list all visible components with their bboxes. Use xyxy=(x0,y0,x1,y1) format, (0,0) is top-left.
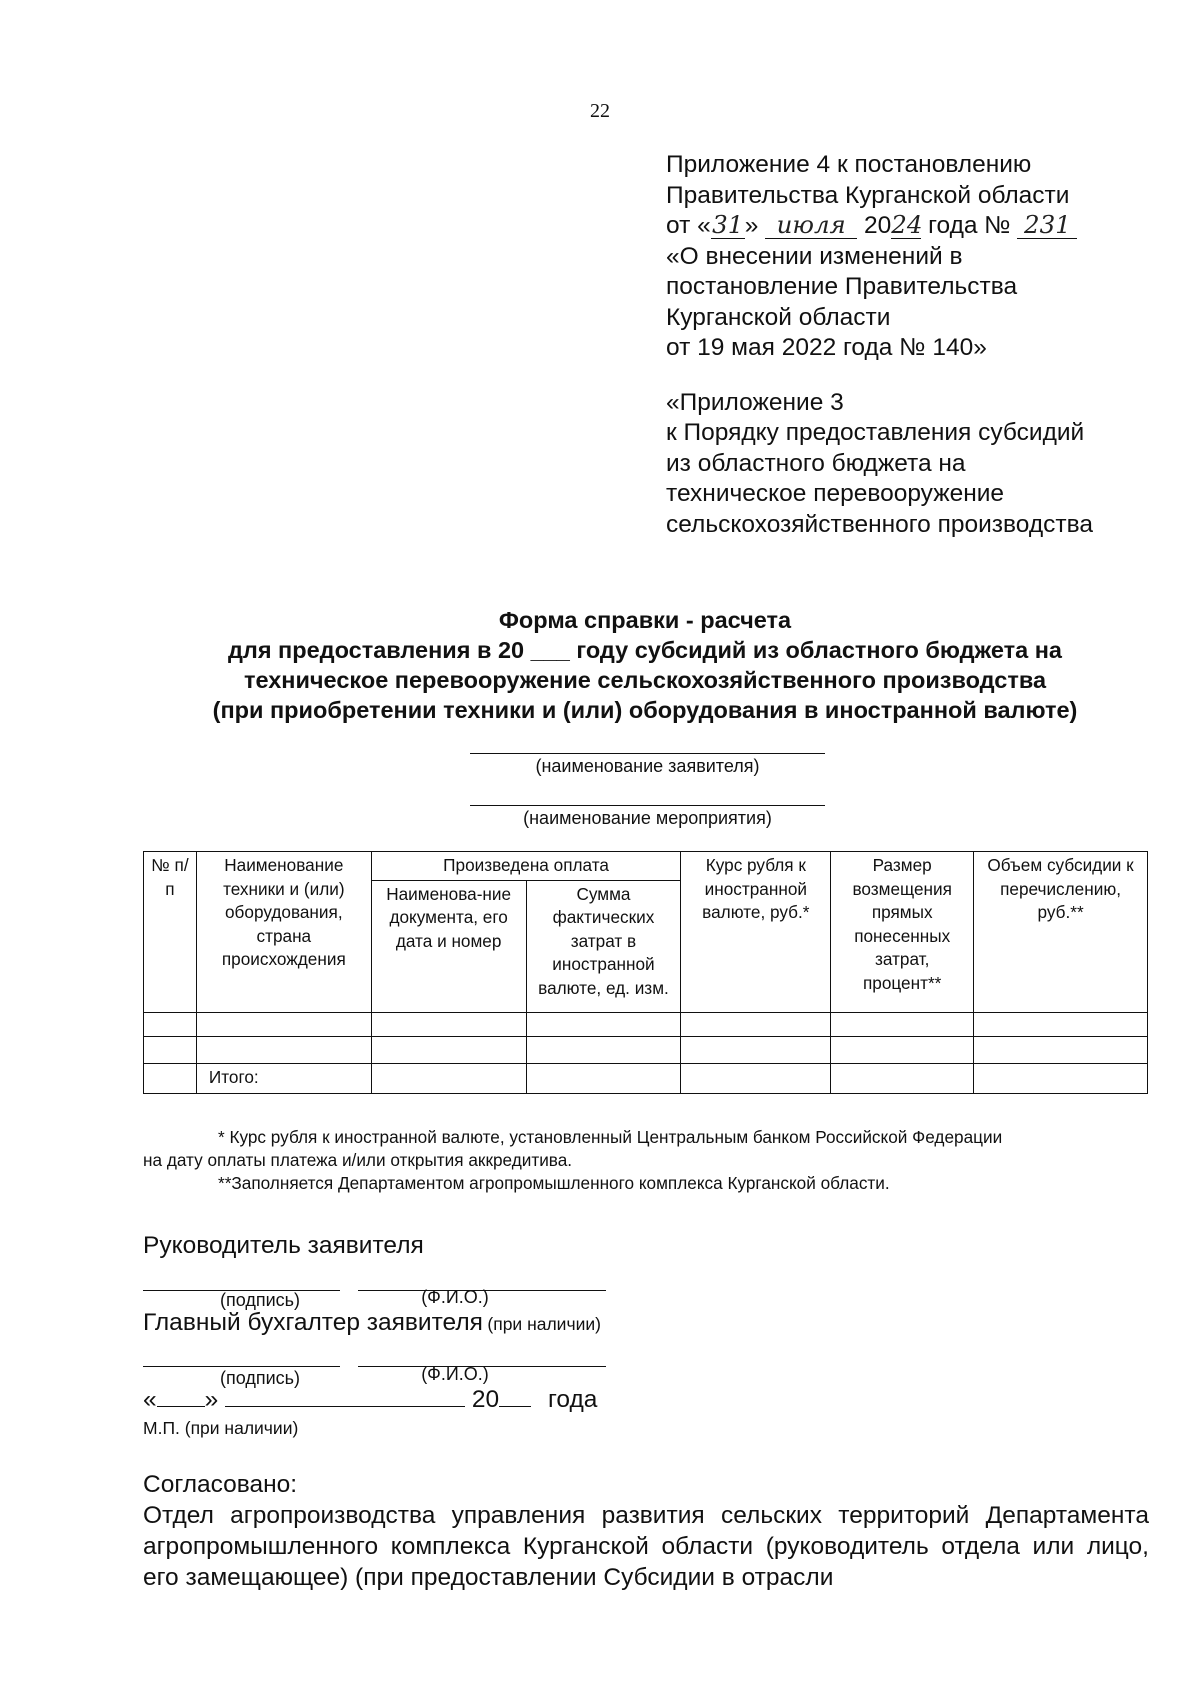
table-cell[interactable] xyxy=(831,1036,974,1063)
table-cell[interactable] xyxy=(526,1063,681,1093)
applicant-name-line[interactable] xyxy=(470,753,825,754)
agreed-label: Согласовано: xyxy=(143,1471,298,1498)
number-prefix: года № xyxy=(928,212,1011,239)
appendix-line: «О внесении изменений в xyxy=(666,242,963,270)
form-title xyxy=(120,605,1170,725)
date-year-prefix: 20 xyxy=(471,1386,500,1413)
date-quote-close: » xyxy=(744,212,759,239)
table-cell[interactable] xyxy=(371,1036,526,1063)
month-blank[interactable] xyxy=(225,1384,465,1407)
appendix-line: из областного бюджета на xyxy=(666,449,966,477)
footnotes xyxy=(143,1126,1153,1195)
total-label: Итого: xyxy=(196,1063,371,1093)
footnote-1: * Курс рубля к иностранной валюте, установленный Центральным банком Российской Федерации xyxy=(218,1127,1003,1147)
table-cell[interactable] xyxy=(974,1036,1148,1063)
table-cell[interactable] xyxy=(371,1063,526,1093)
handwritten-number: 231 xyxy=(1017,212,1077,239)
appendix-line: к Порядку предоставления субсидий xyxy=(666,419,1085,446)
header-volume: Объем субсидии к перечислению, руб.** xyxy=(974,852,1148,1013)
appendix-line: постановление Правительства xyxy=(666,273,1018,300)
appendix-line: Курганской области xyxy=(666,303,891,331)
appendix-date-line xyxy=(666,211,1166,242)
table-cell[interactable] xyxy=(526,1012,681,1036)
date-close-quote: » xyxy=(204,1386,219,1413)
table-cell[interactable] xyxy=(831,1012,974,1036)
date-open-quote: « xyxy=(143,1386,157,1413)
appendix-header xyxy=(666,150,1166,540)
table-cell[interactable] xyxy=(196,1036,371,1063)
accountant-title: Главный бухгалтер заявителя xyxy=(143,1309,483,1336)
year-blank[interactable] xyxy=(499,1384,531,1407)
appendix-line: от 19 мая 2022 года № 140» xyxy=(666,334,987,361)
handwritten-month: июля xyxy=(765,212,857,239)
table-cell[interactable] xyxy=(144,1012,197,1036)
title-line: Форма справки - расчета xyxy=(498,607,792,633)
header-doc: Наименова-ние документа, его дата и номер xyxy=(371,880,526,1012)
table-cell[interactable] xyxy=(831,1063,974,1093)
table-cell[interactable] xyxy=(681,1012,831,1036)
page-number: 22 xyxy=(590,100,610,122)
table-row xyxy=(144,1036,1148,1063)
handwritten-day: 31 xyxy=(712,210,744,239)
accountant-title-line xyxy=(143,1309,601,1337)
table-cell[interactable] xyxy=(681,1036,831,1063)
title-line: для предоставления в 20 ___ году субсидий из областного бюджета на xyxy=(227,637,1063,663)
event-caption: (наименование мероприятия) xyxy=(523,808,772,828)
calculation-table xyxy=(143,851,1148,1094)
appendix-line: сельскохозяйственного производства xyxy=(666,510,1093,538)
table-cell[interactable] xyxy=(144,1063,197,1093)
handwritten-year: 24 xyxy=(891,210,923,239)
table-cell[interactable] xyxy=(974,1063,1148,1093)
table-cell[interactable] xyxy=(371,1012,526,1036)
table-cell[interactable] xyxy=(681,1063,831,1093)
title-line: техническое перевооружение сельскохозяйственного производства xyxy=(243,667,1047,693)
table-total-row xyxy=(144,1063,1148,1093)
footnote-1-continued: на дату оплаты платежа и/или открытия аккредитива. xyxy=(143,1150,573,1170)
head-title: Руководитель заявителя xyxy=(143,1232,424,1259)
appendix-line: Правительства Курганской области xyxy=(666,181,1070,209)
table-cell[interactable] xyxy=(144,1036,197,1063)
head-fio-caption: (Ф.И.О.) xyxy=(421,1287,489,1307)
accountant-fio-caption: (Ф.И.О.) xyxy=(421,1364,489,1384)
appendix-line: техническое перевооружение xyxy=(666,480,1005,507)
accountant-note: (при наличии) xyxy=(487,1314,601,1334)
applicant-caption: (наименование заявителя) xyxy=(535,756,760,776)
header-name: Наименование техники и (или) оборудования, страна происхождения xyxy=(196,852,371,1013)
agreed-text: Отдел агропроизводства управления развития сельских территорий Департамента агропромышленного комплекса Курганской области (руководитель отдела или лицо, его замещающее) (при предоставлении Субсидии в отрасли xyxy=(143,1502,1149,1591)
header-rate: Курс рубля к иностранной валюте, руб.* xyxy=(681,852,831,1013)
date-prefix: от « xyxy=(666,212,711,239)
event-name-line[interactable] xyxy=(470,805,825,806)
appendix-line: Приложение 4 к постановлению xyxy=(666,151,1032,178)
accountant-signature-caption: (подпись) xyxy=(219,1368,301,1388)
header-percent: Размер возмещения прямых понесенных затрат, процент** xyxy=(831,852,974,1013)
title-line: (при приобретении техники и (или) оборудования в иностранной валюте) xyxy=(212,697,1078,723)
date-line xyxy=(143,1384,597,1414)
appendix-line: «Приложение 3 xyxy=(666,388,844,416)
header-sum: Сумма фактических затрат в иностранной валюте, ед. изм. xyxy=(526,880,681,1012)
table-row xyxy=(144,1012,1148,1036)
year-prefix: 20 xyxy=(864,212,892,239)
header-num: № п/п xyxy=(144,852,197,1013)
footnote-2: **Заполняется Департаментом агропромышленного комплекса Курганской области. xyxy=(218,1173,890,1193)
stamp-note: М.П. (при наличии) xyxy=(143,1418,299,1438)
table-cell[interactable] xyxy=(974,1012,1148,1036)
day-blank[interactable] xyxy=(157,1384,205,1407)
table-cell[interactable] xyxy=(526,1036,681,1063)
date-suffix: года xyxy=(547,1386,598,1413)
head-signature-caption: (подпись) xyxy=(219,1290,301,1310)
header-paid-group: Произведена оплата xyxy=(371,852,681,881)
accountant-signature-line[interactable] xyxy=(143,1366,340,1367)
table-cell[interactable] xyxy=(196,1012,371,1036)
